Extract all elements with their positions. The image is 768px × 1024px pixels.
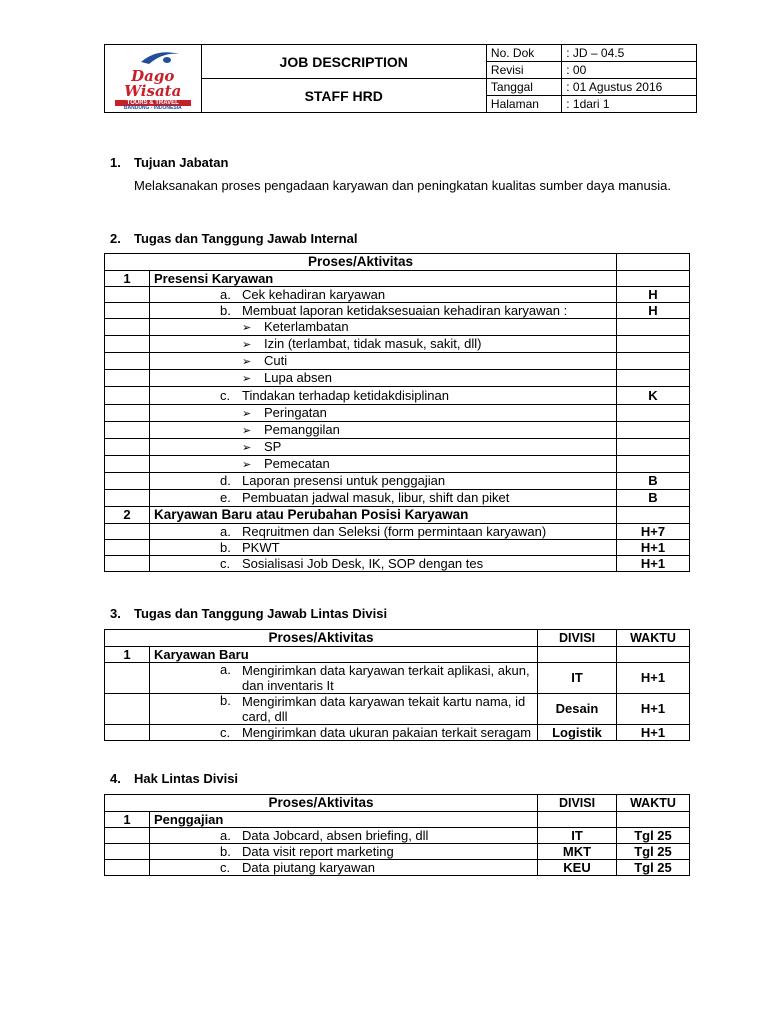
table-row [105,319,690,336]
task-text: Mengirimkan data ukuran pakaian terkait seragam [242,724,532,740]
meta-key: Revisi [486,62,561,79]
arrow-bullet-icon: ➢ [242,338,252,351]
logo-tagline: TOURS & TRAVEL [115,100,191,106]
table-row: d. Laporan presensi untuk penggajian B [105,473,690,490]
bullet-text: Peringatan [264,404,327,420]
table-row: b. Membuat laporan ketidaksesuaian kehadiran karyawan : H [105,303,690,319]
time-cell: H+1 [617,663,690,694]
meta-value: : JD – 04.5 [562,45,697,62]
task-value: H [617,287,690,303]
group-number: 1 [105,647,150,663]
section-title: Tugas dan Tanggung Jawab Lintas Divisi [134,606,388,621]
meta-value: : 1dari 1 [562,96,697,113]
task-text: dan inventaris It [242,678,334,693]
doc-subtitle: STAFF HRD [201,79,486,113]
table-row: a. Cek kehadiran karyawan H [105,287,690,303]
meta-key: No. Dok [486,45,561,62]
table-row: b. PKWT H+1 [105,540,690,556]
arrow-bullet-icon: ➢ [242,372,252,385]
section-number: 4. [110,771,121,786]
section-number: 2. [110,231,121,246]
table-row: b. Data visit report marketing MKT Tgl 25 [105,844,690,860]
task-text: Sosialisasi Job Desk, IK, SOP dengan tes [242,555,484,571]
table-row: c. Sosialisasi Job Desk, IK, SOP dengan tes H+1 [105,556,690,572]
table-row: b. Mengirimkan data karyawan tekait kartu nama, id card, dll Desain H+1 [105,694,690,725]
division-cell: MKT [538,844,617,860]
task-text: Membuat laporan ketidaksesuaian kehadiran karyawan : [242,302,568,318]
section-2-heading [110,231,357,246]
section-4-heading [110,771,238,786]
section-title: Tujuan Jabatan [134,155,229,170]
logo-name: Dago Wisata [124,67,182,100]
table-row: e. Pembuatan jadwal masuk, libur, shift dan piket B [105,490,690,507]
group-number: 1 [105,271,150,287]
time-cell: Tgl 25 [617,860,690,876]
meta-value: : 00 [562,62,697,79]
group-number: 1 [105,812,150,828]
section-title: Hak Lintas Divisi [134,771,239,786]
bullet-text: Keterlambatan [264,318,349,334]
task-text: PKWT [242,539,280,555]
arrow-bullet-icon: ➢ [242,441,252,454]
task-value: B [617,490,690,507]
column-header-divisi: DIVISI [538,795,617,812]
time-cell: H+1 [617,694,690,725]
column-header-divisi: DIVISI [538,630,617,647]
table-row [105,812,690,828]
bullet-text: Lupa absen [264,369,332,385]
table-row: a. Reqruitmen dan Seleksi (form permintaan karyawan) H+7 [105,524,690,540]
bullet-text: Cuti [264,352,288,368]
task-text: Mengirimkan data karyawan terkait aplikasi, akun, [242,663,530,678]
task-text: Tindakan terhadap ketidakdisiplinan [242,387,449,403]
division-cell: Desain [538,694,617,725]
meta-key: Halaman [486,96,561,113]
table-row [105,405,690,422]
task-value: H+1 [617,556,690,572]
meta-key: Tanggal [486,79,561,96]
group-name: Karyawan Baru atau Perubahan Posisi Karyawan [150,507,617,524]
doc-title: JOB DESCRIPTION [201,45,486,79]
empty-header-cell [617,254,690,271]
internal-tasks-table [104,253,690,572]
bullet-text: Pemanggilan [264,421,340,437]
cross-division-rights-table [104,794,690,876]
task-value: H+7 [617,524,690,540]
section-3-heading [110,606,387,621]
task-value: B [617,473,690,490]
division-cell: KEU [538,860,617,876]
task-value: H+1 [617,540,690,556]
task-text: Data visit report marketing [242,843,394,859]
arrow-bullet-icon: ➢ [242,321,252,334]
task-text: Cek kehadiran karyawan [242,286,386,302]
time-cell: Tgl 25 [617,828,690,844]
table-row [105,507,690,524]
table-row [105,353,690,370]
group-number: 2 [105,507,150,524]
column-header: Proses/Aktivitas [105,795,538,812]
task-text: card, dll [242,709,288,724]
division-cell: IT [538,663,617,694]
section-1-text: Melaksanakan proses pengadaan karyawan dan peningkatan kualitas sumber daya manusia. [134,178,671,193]
arrow-bullet-icon: ➢ [242,458,252,471]
table-row [105,271,690,287]
table-row [105,439,690,456]
task-text: Data Jobcard, absen briefing, dll [242,827,429,843]
table-row [105,336,690,353]
column-header-waktu: WAKTU [617,795,690,812]
document-header [104,44,697,113]
task-value: K [617,387,690,405]
time-cell: Tgl 25 [617,844,690,860]
arrow-bullet-icon: ➢ [242,424,252,437]
group-name: Penggajian [150,812,538,828]
group-name: Presensi Karyawan [150,271,617,287]
table-row: c. Data piutang karyawan KEU Tgl 25 [105,860,690,876]
section-number: 3. [110,606,121,621]
bullet-text: SP [264,438,282,454]
task-text: Mengirimkan data karyawan tekait kartu nama, id [242,694,526,709]
task-text: Data piutang karyawan [242,859,375,875]
section-title: Tugas dan Tanggung Jawab Internal [134,231,358,246]
column-header: Proses/Aktivitas [105,254,617,271]
table-row [105,422,690,439]
section-1-heading [110,155,228,170]
table-row [105,370,690,387]
table-row: c. Tindakan terhadap ketidakdisiplinan K [105,387,690,405]
arrow-bullet-icon: ➢ [242,407,252,420]
bullet-text: Pemecatan [264,455,330,471]
table-row: c. Mengirimkan data ukuran pakaian terkait seragam Logistik H+1 [105,725,690,741]
task-text: Laporan presensi untuk penggajian [242,473,446,488]
column-header: Proses/Aktivitas [105,630,538,647]
section-number: 1. [110,155,121,170]
task-text: Reqruitmen dan Seleksi (form permintaan karyawan) [242,523,547,539]
bullet-text: Izin (terlambat, tidak masuk, sakit, dll) [264,335,482,351]
column-header-waktu: WAKTU [617,630,690,647]
table-row [105,456,690,473]
division-cell: Logistik [538,725,617,741]
company-logo [105,45,202,113]
table-row: a. Data Jobcard, absen briefing, dll IT Tgl 25 [105,828,690,844]
time-cell: H+1 [617,725,690,741]
logo-place: BANDUNG - INDONESIA [123,105,182,111]
table-row: a. Mengirimkan data karyawan terkait aplikasi, akun, dan inventaris It IT H+1 [105,663,690,694]
meta-value: : 01 Agustus 2016 [562,79,697,96]
arrow-bullet-icon: ➢ [242,355,252,368]
division-cell: IT [538,828,617,844]
cross-division-tasks-table [104,629,690,741]
group-name: Karyawan Baru [150,647,538,663]
table-row [105,647,690,663]
task-text: Pembuatan jadwal masuk, libur, shift dan piket [242,490,510,505]
task-value: H [617,303,690,319]
